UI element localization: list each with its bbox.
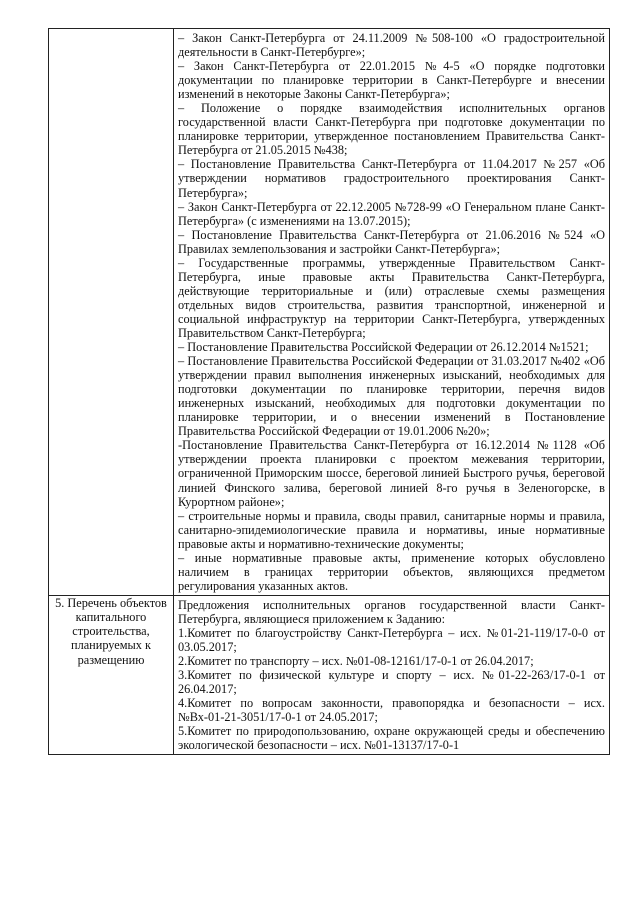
- objects-list-cell: [174, 595, 610, 755]
- legal-basis-cell: [174, 29, 610, 596]
- list-item: 3.Комитет по физической культуре и спорту – исх. №01-22-263/17-0-1 от 26.04.2017;: [178, 668, 605, 697]
- list-item: 1.Комитет по благоустройству Санкт-Петербурга – исх. №01-21-119/17-0-0 от 03.05.2017;: [178, 625, 605, 655]
- list-item: – Закон Санкт-Петербурга от 24.11.2009 №508-100 «О градостроительной деятельности в Санкт-Петербурге»;: [178, 31, 605, 60]
- list-item: 2.Комитет по транспорту – исх. №01-08-12161/17-0-1 от 26.04.2017;: [178, 654, 534, 669]
- row-label-cell: [49, 29, 174, 596]
- list-item: – иные нормативные правовые акты, применение которых обусловлено наличием в границах территории объектов, являющихся предметом регулирования указанных актов.: [178, 550, 605, 593]
- specification-table: [48, 28, 610, 755]
- row-label: 5. Перечень объектов капитального строительства, планируемых к размещению: [55, 595, 167, 667]
- table-row: [49, 29, 610, 596]
- list-item: – Постановление Правительства Российской Федерации от 26.12.2014 №1521;: [178, 340, 589, 355]
- list-item: – Закон Санкт-Петербурга от 22.01.2015 №4-5 «О порядке подготовки документации по планировке территории в Санкт-Петербурге и внесении изменений в некоторые Законы Санкт-Петербурга»;: [178, 59, 605, 102]
- list-item: – строительные нормы и правила, своды правил, санитарные нормы и правила, санитарно-эпидемиологические правила и нормативы, иные нормативные правовые акты и нормативно-технические документы;: [178, 508, 605, 551]
- list-item: – Закон Санкт-Петербурга от 22.12.2005 №728-99 «О Генеральном плане Санкт-Петербурга» (с изменениями на 13.07.2015);: [178, 199, 605, 228]
- list-item: – Постановление Правительства Санкт-Петербурга от 21.06.2016 №524 «О Правилах землепользования и застройки Санкт-Петербурга»;: [178, 227, 605, 256]
- list-item: – Постановление Правительства Российской Федерации от 31.03.2017 №402 «Об утверждении правил выполнения инженерных изысканий, необходимых для подготовки документации по планировке территории, перечня видов инженерных изысканий, необходимых для подготовки документации по планировке территории, и о внесении изменений в Постановление Правительства Российской Федерации от 19.01.2006 №20»;: [178, 354, 605, 439]
- list-item: -Постановление Правительства Санкт-Петербурга от 16.12.2014 №1128 «Об утверждении проекта планировки с проектом межевания территории, ограниченной Приморским шоссе, береговой линией Быстрого ручья, береговой линией Финского залива, береговой линией 8-го ручья в Зеленогорске, в Курортном районе»;: [178, 438, 605, 509]
- list-item: 4.Комитет по вопросам законности, правопорядка и безопасности – исх. №Вх-01-21-3051/17-0-1 от 24.05.2017;: [178, 696, 605, 725]
- list-item: – Положение о порядке взаимодействия исполнительных органов государственной власти Санкт-Петербурга при подготовке документации по планировке территории, утвержденное постановлением Правительства Санкт-Петербурга от 21.05.2015 №438;: [178, 101, 605, 158]
- list-item: – Государственные программы, утвержденные Правительством Санкт-Петербурга, иные правовые акты Правительства Санкт-Петербурга, действующие территориальные и (или) отраслевые схемы размещения отдельных видов строительства, развития транспортной, инженерной и социальной инфраструктур на территории Санкт-Петербурга, утвержденных Правительством Санкт-Петербурга;: [178, 255, 605, 340]
- list-item: – Постановление Правительства Санкт-Петербурга от 11.04.2017 №257 «Об утверждении нормативов градостроительного проектирования Санкт-Петербурга»;: [178, 157, 605, 200]
- list-item: Предложения исполнительных органов государственной власти Санкт-Петербурга, являющиеся приложением к Заданию:: [178, 597, 605, 626]
- table-row: [49, 595, 610, 755]
- list-item: 5.Комитет по природопользованию, охране окружающей среды и обеспечению экологической безопасности – исх. №01-13137/17-0-1: [178, 724, 605, 753]
- row-label-cell: [49, 595, 174, 755]
